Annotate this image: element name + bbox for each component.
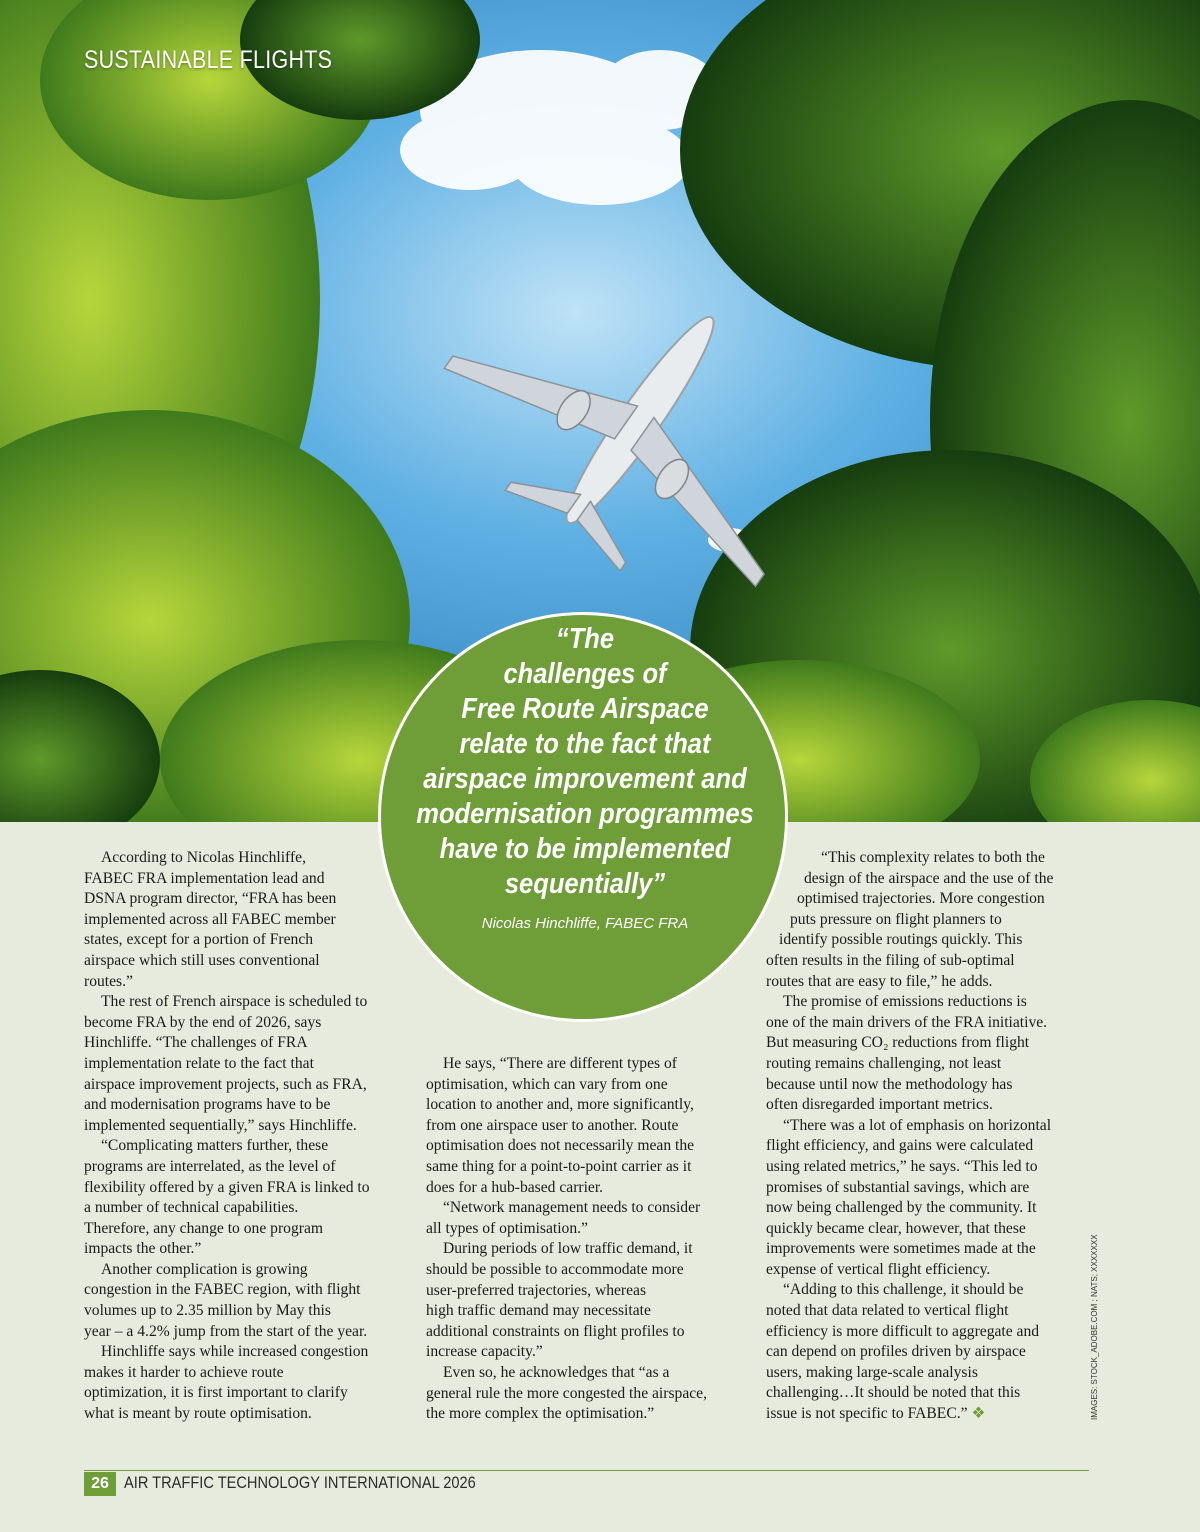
- text-line: does for a hub-based carrier.: [426, 1178, 604, 1196]
- text-line: one of the main drivers of the FRA initiative.: [766, 1013, 1048, 1031]
- text-line: should be possible to accommodate more: [426, 1260, 684, 1278]
- text-line: congestion in the FABEC region, with flight: [84, 1281, 361, 1299]
- pullquote-line: relate to the fact that: [459, 728, 711, 760]
- pullquote-attribution: Nicolas Hinchliffe, FABEC FRA: [481, 915, 689, 932]
- text-line: issue is not specific to FABEC.”: [766, 1405, 968, 1423]
- text-line: expense of vertical flight efficiency.: [766, 1260, 991, 1278]
- text-line: often disregarded important metrics.: [766, 1096, 993, 1114]
- text-line: same thing for a point-to-point carrier as it: [426, 1157, 692, 1175]
- text-line: “Adding to this challenge, it should be: [783, 1281, 1024, 1299]
- text-line: from one airspace user to another. Route: [426, 1116, 679, 1134]
- text-line: often results in the filing of sub-optimal: [766, 951, 1015, 969]
- pullquote-text: [360, 622, 810, 902]
- text-line: challenging…It should be noted that this: [766, 1384, 1021, 1402]
- text-line: The rest of French airspace is scheduled to: [101, 993, 368, 1011]
- text-line: and modernisation programs have to be: [84, 1096, 331, 1114]
- text-line: “Complicating matters further, these: [101, 1137, 329, 1155]
- text-line: states, except for a portion of French: [84, 931, 314, 949]
- text-line: year – a 4.2% jump from the start of the year.: [84, 1322, 368, 1340]
- pullquote-line: “The: [555, 623, 615, 655]
- text-line: additional constraints on flight profiles to: [426, 1322, 685, 1340]
- text-line: identify possible routings quickly. This: [779, 931, 1023, 949]
- text-line: using related metrics,” he says. “This led to: [766, 1157, 1038, 1175]
- text-line: programs are interrelated, as the level of: [84, 1157, 336, 1175]
- text-line: implemented sequentially,” says Hinchliffe.: [84, 1116, 357, 1134]
- text-line: flexibility offered by a given FRA is linked to: [84, 1178, 370, 1196]
- text-line: high traffic demand may necessitate: [426, 1302, 651, 1320]
- text-line: optimisation does not necessarily mean the: [426, 1137, 695, 1155]
- text-line: puts pressure on flight planners to: [790, 910, 1002, 928]
- text-line: design of the airspace and the use of the: [804, 869, 1054, 887]
- text-line: increase capacity.”: [426, 1343, 543, 1361]
- text-line: flight efficiency, and gains were calculated: [766, 1137, 1034, 1155]
- text-line: become FRA by the end of 2026, says: [84, 1013, 322, 1031]
- text-line: what is meant by route optimisation.: [84, 1405, 312, 1423]
- text-line: a number of technical capabilities.: [84, 1199, 299, 1217]
- text-line: “Network management needs to consider: [443, 1199, 701, 1217]
- text-line: Therefore, any change to one program: [84, 1219, 323, 1237]
- text-line: impacts the other.”: [84, 1240, 202, 1258]
- article-column-3: [766, 848, 1086, 1425]
- text-line: Even so, he acknowledges that “as a: [443, 1363, 670, 1381]
- text-line-final: [766, 1404, 1086, 1425]
- pullquote-line: challenges of: [503, 658, 667, 690]
- text-line: users, making large-scale analysis: [766, 1363, 978, 1381]
- text-line: routes.”: [84, 972, 133, 990]
- text-line: implemented across all FABEC member: [84, 910, 336, 928]
- text-line: The promise of emissions reductions is: [783, 993, 1027, 1011]
- text-line: Another complication is growing: [101, 1260, 308, 1278]
- text-line: volumes up to 2.35 million by May this: [84, 1302, 331, 1320]
- text-line: location to another and, more significantly,: [426, 1096, 694, 1114]
- text-line: routing remains challenging, not least: [766, 1054, 1002, 1072]
- text-line: now being challenged by the community. It: [766, 1199, 1037, 1217]
- text-line: But measuring CO₂ reductions from flight: [766, 1034, 1030, 1052]
- text-line: quickly became clear, however, that these: [766, 1219, 1026, 1237]
- text-line: DSNA program director, “FRA has been: [84, 890, 337, 908]
- text-line: improvements were sometimes made at the: [766, 1240, 1036, 1258]
- article-column-1: [84, 848, 404, 1425]
- text-line: airspace which still uses conventional: [84, 951, 320, 969]
- text-line: promises of substantial savings, which are: [766, 1178, 1030, 1196]
- text-line: optimised trajectories. More congestion: [797, 890, 1045, 908]
- pullquote-line: have to be implemented: [439, 833, 731, 865]
- text-line: makes it harder to achieve route: [84, 1363, 284, 1381]
- article-column-2: [426, 1054, 746, 1425]
- text-line: airspace improvement projects, such as FRA,: [84, 1075, 367, 1093]
- pullquote-line: modernisation programmes: [416, 798, 754, 830]
- text-line: can depend on profiles driven by airspace: [766, 1343, 1026, 1361]
- text-line: He says, “There are different types of: [443, 1055, 677, 1072]
- text-line: During periods of low traffic demand, it: [443, 1240, 693, 1258]
- footer-divider: [84, 1470, 1089, 1471]
- text-line: all types of optimisation.”: [426, 1219, 588, 1237]
- text-line: FABEC FRA implementation lead and: [84, 869, 325, 887]
- pullquote-line: sequentially”: [504, 868, 666, 900]
- text-line: Hinchliffe. “The challenges of FRA: [84, 1034, 308, 1052]
- text-line: general rule the more congested the airspace,: [426, 1384, 707, 1402]
- text-line: because until now the methodology has: [766, 1075, 1013, 1093]
- text-line: Hinchliffe says while increased congestion: [101, 1343, 369, 1361]
- section-label: SUSTAINABLE FLIGHTS: [84, 46, 333, 74]
- text-line: the more complex the optimisation.”: [426, 1405, 655, 1423]
- pullquote-line: Free Route Airspace: [461, 693, 709, 725]
- text-line: routes that are easy to file,” he adds.: [766, 972, 993, 990]
- text-line: implementation relate to the fact that: [84, 1054, 314, 1072]
- text-line: According to Nicolas Hinchliffe,: [101, 849, 306, 866]
- image-credit: IMAGES: STOCK_ADOBE.COM ; NATS; XXXXXXX: [1090, 1234, 1099, 1420]
- text-line: optimisation, which can vary from one: [426, 1075, 668, 1093]
- text-line: noted that data related to vertical flight: [766, 1302, 1009, 1320]
- pullquote-line: airspace improvement and: [423, 763, 747, 795]
- page-number: 26: [84, 1472, 116, 1496]
- text-line: “There was a lot of emphasis on horizontal: [783, 1116, 1052, 1134]
- text-line: efficiency is more difficult to aggregate and: [766, 1322, 1040, 1340]
- text-line: user-preferred trajectories, whereas: [426, 1281, 647, 1299]
- publication-name: AIR TRAFFIC TECHNOLOGY INTERNATIONAL 2026: [124, 1473, 476, 1492]
- end-mark-icon: ❖: [971, 1405, 986, 1423]
- text-line: “This complexity relates to both the: [821, 849, 1045, 866]
- text-line: optimization, it is first important to clarify: [84, 1384, 348, 1402]
